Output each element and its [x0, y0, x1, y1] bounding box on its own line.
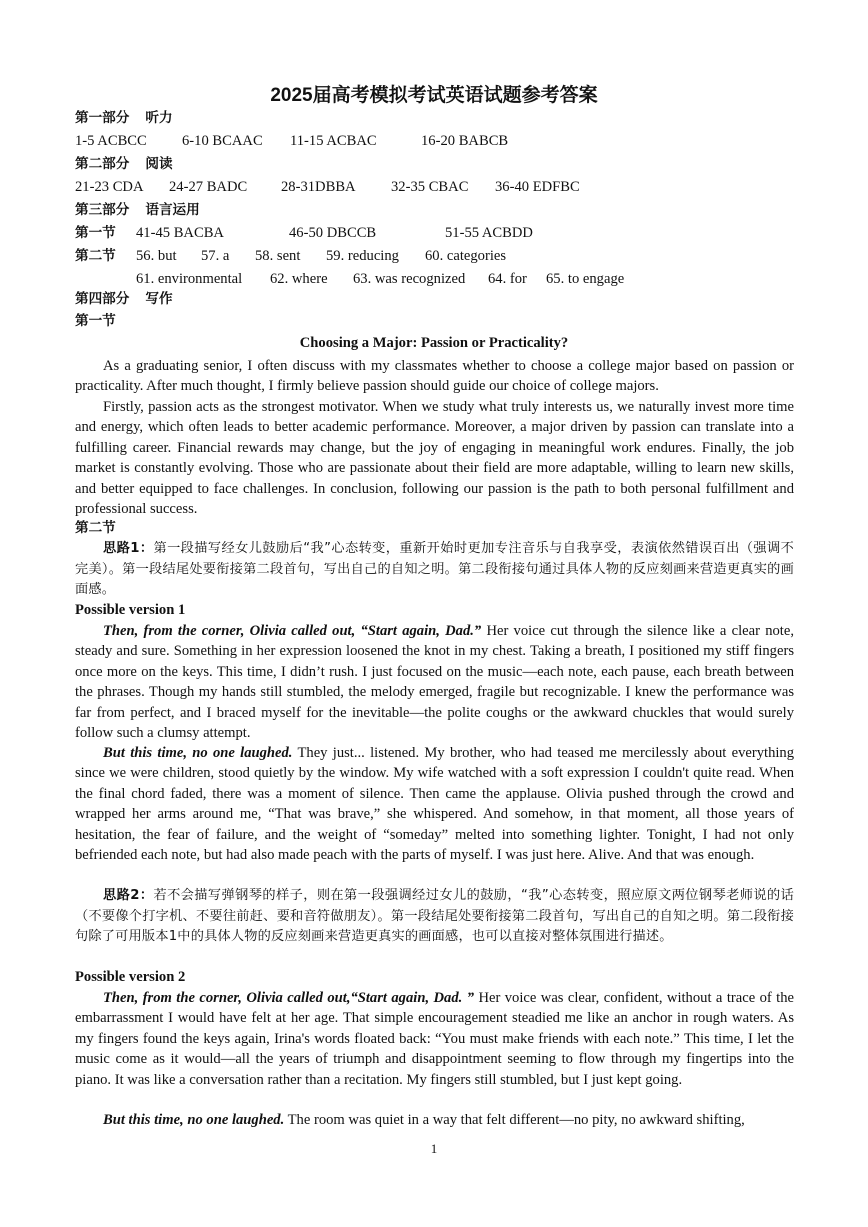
part4-sec1-label: 第一节 — [75, 313, 116, 329]
part-name: 语言运用 — [145, 202, 200, 218]
essay-paragraph: As a graduating senior, I often discuss with my classmates whether to choose a college major based on passion or practicality. After much thought, I firmly believe passion should guide our choice of college majors. — [75, 358, 794, 395]
idea-text: 第一段描写经女儿鼓励后“我”心态转变，重新开始时更加专注音乐与自我享受，表演依然错误百出（强调不完美）。第一段结尾处要衔接第二段首句，写出自己的自知之明。第二段衔接句通过具体人物的反应刻画来营造更真实的画面感。 — [75, 541, 794, 598]
blank-answer: 56. but — [136, 248, 177, 264]
blank-answer: 60. categories — [425, 248, 507, 264]
paragraph-text: Her voice was clear, confident, without a trace of the embarrassment I would have felt at her age. That simple encouragement steadied me like an anchor in rough waters. As my fingers found the keys again, Irina's words floated back: “You must make friends with each note.” This time, I let the music come as it would—all the years of triumph and disappointment seeming to flow through my fingertips into the piano. It was like a conversation rather than a recitation. My fingers still stumbled, but I just kept going. — [75, 990, 795, 1088]
part-label: 第二部分 — [75, 156, 130, 172]
blank-answer: 61. environmental — [136, 271, 243, 287]
answer-group: 28-31DBBA — [281, 179, 356, 195]
part4-sec2-label: 第二节 — [75, 520, 116, 536]
answer-group: 32-35 CBAC — [391, 179, 469, 195]
idea-label: 思路2： — [103, 888, 154, 903]
part3-sec2-answers-row2 — [136, 269, 624, 289]
idea-text: 若不会描写弹钢琴的样子，则在第一段强调经过女儿的鼓励，“我”心态转变，照应原文两位钢琴老师说的话（不要像个打字机、不要往前赶、要和音符做朋友）。第一段结尾处要衔接第二段首句，写出自己的自知之明。第二段衔接句除了可用版本1中的具体人物的反应刻画来营造更真实的画面感，也可以直接对整体氛围进行描述。 — [75, 888, 794, 945]
part-name: 写作 — [145, 291, 173, 307]
idea-paragraph — [75, 539, 794, 601]
blank-answer: 65. to engage — [546, 271, 625, 287]
part1-heading — [75, 108, 173, 128]
part-label: 第一部分 — [75, 110, 130, 126]
part2-answers — [75, 177, 580, 197]
part4-heading — [75, 289, 173, 309]
part1-answers — [75, 131, 508, 151]
section-label: 第二节 — [75, 248, 116, 264]
answer-group: 6-10 BCAAC — [182, 133, 263, 149]
answer-group: 24-27 BADC — [169, 179, 248, 195]
part3-sec2-answers-row1 — [75, 246, 506, 266]
part-name: 听力 — [145, 110, 173, 126]
lead-sentence: Then, from the corner, Olivia called out,“Start again, Dad. ” — [103, 990, 475, 1006]
answer-group: 36-40 EDFBC — [495, 179, 580, 195]
blank-answer: 62. where — [270, 271, 328, 287]
part-label: 第四部分 — [75, 291, 130, 307]
lead-sentence: But this time, no one laughed. — [103, 745, 293, 761]
lead-sentence: Then, from the corner, Olivia called out, “Start again, Dad.” — [103, 623, 482, 639]
answer-group: 21-23 CDA — [75, 179, 144, 195]
paragraph-text: The room was quiet in a way that felt different—no pity, no awkward shifting, — [284, 1112, 745, 1128]
part-name: 阅读 — [145, 156, 173, 172]
blank-answer: 57. a — [201, 248, 230, 264]
part3-heading — [75, 200, 200, 220]
idea-paragraph — [75, 886, 794, 948]
paragraph-text: Her voice cut through the silence like a clear note, steady and sure. Something in her expression loosened the knot in my chest. Taking a breath, I positioned my stiff fingers once more on the keys. This time, I didn’t rush. I just focused on the music—each note, each pause, each breath between the phrases. Though my hands still stumbled, the melody emerged, fragile but recognizable. I knew the performance was far from perfect, and I braced myself for the inevitable—the polite coughs or the awkward chuckles that would surely follow such a clumsy attempt. — [75, 623, 794, 742]
page-number: 1 — [430, 1141, 438, 1156]
blank-answer: 59. reducing — [326, 248, 399, 264]
blank-answer: 58. sent — [255, 248, 301, 264]
idea-label: 思路1： — [103, 541, 154, 556]
answer-group: 46-50 DBCCB — [289, 225, 377, 241]
version2-paragraph1 — [75, 988, 794, 1090]
answer-group: 51-55 ACBDD — [445, 225, 533, 241]
version1-paragraph1 — [75, 621, 794, 743]
part2-heading — [75, 154, 173, 174]
part3-sec1-answers — [75, 223, 533, 243]
essay-title: Choosing a Major: Passion or Practicality? — [299, 335, 569, 351]
version-label: Possible version 2 — [75, 969, 186, 985]
essay-paragraph: Firstly, passion acts as the strongest motivator. When we study what truly interests us, we naturally invest more time and energy, which often leads to better academic performance. Moreover, a major driven by passion can translate into a fulfilling career. Financial rewards may change, but the joy of engaging in meaningful work endures. Finally, the job market is constantly evolving. Those who are passionate about their field are more adaptable, willing to learn new skills, and better equipped to face challenges. In conclusion, following our passion is the path to both personal fulfillment and professional success. — [75, 399, 794, 518]
paragraph-text: They just... listened. My brother, who had teased me mercilessly about everything since we were children, stood quietly by the window. My wife watched with a soft expression I couldn't quite read. When the final chord faded, there was a moment of silence. Then came the applause. Olivia pushed through the crowd and wrapped her arms around me, “That was brave,” she whispered. And somehow, in that moment, all those years of hesitation, the fear of failure, and the weight of “someday” melted into something lighter. Tonight, I had not only befriended each note, but had also made peach with the parts of myself. I was just here. Alive. And that was enough. — [75, 745, 795, 864]
section-label: 第一节 — [75, 225, 116, 241]
version-label: Possible version 1 — [75, 602, 186, 618]
answer-group: 16-20 BABCB — [421, 133, 509, 149]
answer-group: 1-5 ACBCC — [75, 133, 147, 149]
page-title: 2025届高考模拟考试英语试题参考答案 — [270, 85, 598, 106]
answer-group: 11-15 ACBAC — [290, 133, 377, 149]
part-label: 第三部分 — [75, 202, 130, 218]
blank-answer: 64. for — [488, 271, 527, 287]
answer-group: 41-45 BACBA — [136, 225, 224, 241]
version1-paragraph2 — [75, 743, 794, 865]
lead-sentence: But this time, no one laughed. — [103, 1112, 285, 1128]
blank-answer: 63. was recognized — [353, 271, 466, 287]
version2-paragraph2 — [75, 1110, 794, 1130]
